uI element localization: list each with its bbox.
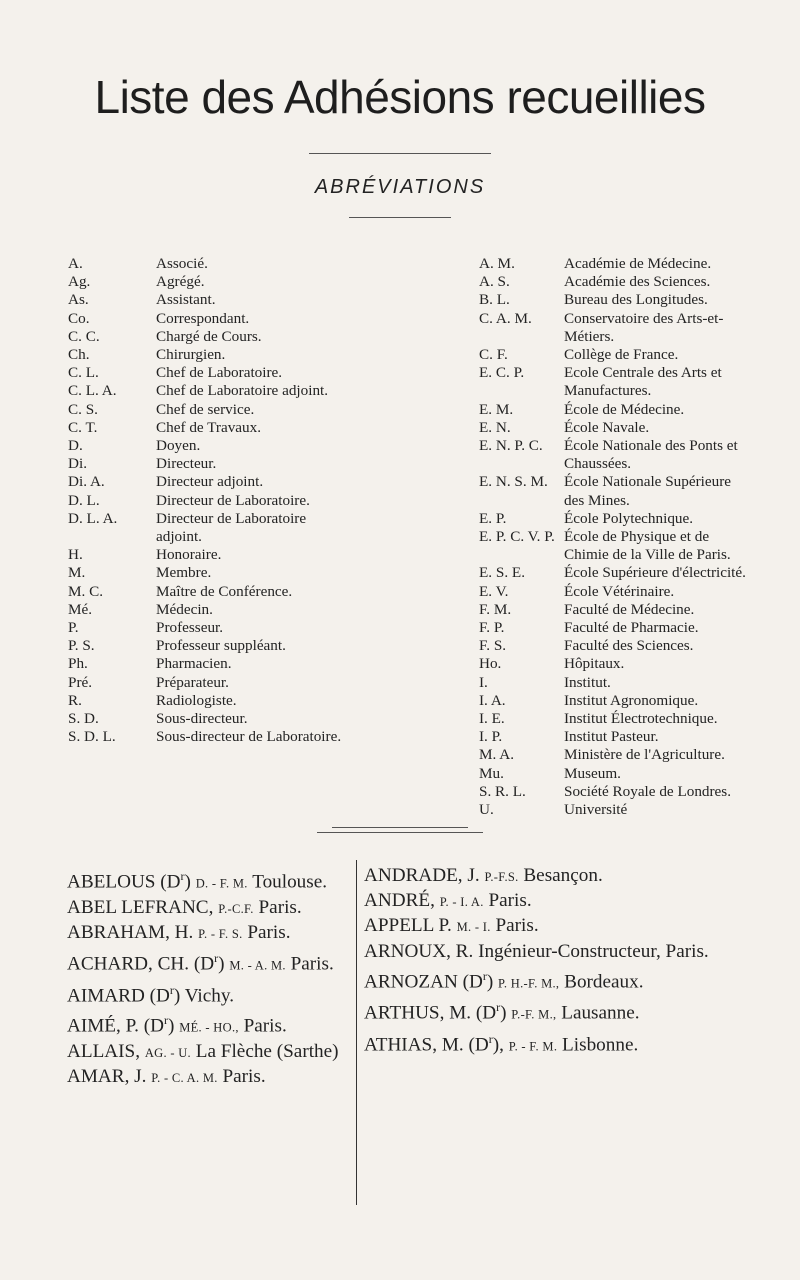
member-title-superscript: r xyxy=(169,982,174,997)
abbreviation-code: Ho. xyxy=(479,655,502,673)
abbreviation-meaning: Agrégé. xyxy=(156,273,205,291)
abbreviation-code: Ch. xyxy=(68,346,90,364)
member-titles: P. H.-F. M., xyxy=(498,976,560,991)
member-name: ABRAHAM, H. xyxy=(67,921,194,943)
abbreviation-meaning: Ministère de l'Agriculture. xyxy=(564,746,725,764)
abbreviation-code: C. S. xyxy=(68,400,98,418)
abbreviation-row xyxy=(68,492,348,510)
abbreviation-code: Pré. xyxy=(68,673,93,691)
member-title-superscript: r xyxy=(496,1000,501,1015)
abbreviation-meaning: École Vétérinaire. xyxy=(564,582,675,600)
abbreviation-meaning: Bureau des Longitudes. xyxy=(564,291,708,309)
abbreviation-code: I. A. xyxy=(479,691,506,709)
member-location: Paris. xyxy=(495,915,539,937)
abbreviation-row xyxy=(479,473,749,509)
member-name-close: ) xyxy=(184,871,191,893)
abbreviation-code: B. L. xyxy=(479,291,510,309)
abbreviation-meaning: Ecole Centrale des Arts et Manufactures. xyxy=(564,364,722,400)
abbreviations-heading: ABRÉVIATIONS xyxy=(314,176,486,198)
abbreviation-code: Di. A. xyxy=(68,473,105,491)
abbreviation-row xyxy=(479,401,749,419)
member-name: AIMÉ, P. (D xyxy=(67,1015,165,1037)
member-titles: P. - I. A. xyxy=(439,895,484,910)
member-titles: M. - I. xyxy=(456,920,491,935)
abbreviation-code: C. F. xyxy=(479,346,508,364)
member-titles: MÉ. - HO., xyxy=(179,1020,239,1035)
abbreviation-meaning: Faculté de Pharmacie. xyxy=(564,619,699,637)
abbreviation-code: E. N. S. M. xyxy=(479,473,548,491)
abbreviation-meaning: Faculté de Médecine. xyxy=(564,600,695,618)
abbreviation-row xyxy=(68,564,348,582)
abbreviation-code: Di. xyxy=(68,455,87,473)
abbreviation-meaning: Sous-directeur de Laboratoire. xyxy=(156,728,342,746)
abbreviations-institutions-list xyxy=(479,255,749,819)
member-titles: M. - A. M. xyxy=(229,958,286,973)
abbreviation-meaning: Professeur suppléant. xyxy=(156,637,286,655)
member-location: Toulouse. xyxy=(252,871,328,893)
abbreviation-meaning: Chef de Laboratoire. xyxy=(156,364,283,382)
member-entry xyxy=(364,1027,744,1059)
member-location: Paris. xyxy=(222,1065,266,1087)
member-name-close: ) xyxy=(173,984,181,1006)
abbreviation-row xyxy=(68,674,348,692)
abbreviation-code: I. xyxy=(479,673,488,691)
abbreviation-meaning: École de Physique et de Chimie de la Ville de Paris. xyxy=(564,528,731,564)
abbreviation-row xyxy=(68,692,348,710)
abbreviation-code: F. S. xyxy=(479,637,507,655)
abbreviation-code: D. L. A. xyxy=(68,509,118,527)
member-entry xyxy=(364,964,744,996)
abbreviations-titles-list xyxy=(68,255,348,746)
abbreviation-row xyxy=(479,291,749,309)
abbreviation-code: E. S. E. xyxy=(479,564,525,582)
abbreviation-meaning: Directeur de Laboratoire. xyxy=(156,491,310,509)
abbreviation-row xyxy=(479,564,749,582)
abbreviation-meaning: Préparateur. xyxy=(156,673,229,691)
abbreviation-row xyxy=(479,619,749,637)
abbreviation-row xyxy=(68,310,348,328)
member-entry xyxy=(67,864,349,896)
abbreviation-row xyxy=(479,674,749,692)
abbreviation-row xyxy=(479,419,749,437)
abbreviation-code: C. A. M. xyxy=(479,309,532,327)
abbreviation-meaning: Collège de France. xyxy=(564,346,679,364)
member-name: ARTHUS, M. (D xyxy=(364,1002,497,1024)
abbreviation-meaning: Membre. xyxy=(156,564,212,582)
abbreviation-code: Mu. xyxy=(479,764,504,782)
abbreviation-code: M. xyxy=(68,564,86,582)
abbreviation-code: F. P. xyxy=(479,619,505,637)
member-titles: P. - F. M. xyxy=(508,1039,558,1054)
abbreviation-row xyxy=(479,437,749,473)
abbreviation-code: R. xyxy=(68,691,82,709)
member-entry xyxy=(364,914,744,939)
abbreviation-code: E. P. C. V. P. xyxy=(479,528,555,546)
member-name-close: ) xyxy=(486,971,494,993)
member-location: La Flèche (Sarthe) xyxy=(195,1040,339,1062)
abbreviation-code: Ag. xyxy=(68,273,91,291)
abbreviation-meaning: École Navale. xyxy=(564,418,650,436)
abbreviation-code: I. E. xyxy=(479,710,505,728)
member-name: AMAR, J. xyxy=(67,1065,147,1087)
abbreviation-meaning: Université xyxy=(564,801,628,819)
abbreviation-row xyxy=(68,710,348,728)
abbreviation-meaning: Institut Agronomique. xyxy=(564,691,699,709)
abbreviation-meaning: Directeur de Laboratoire adjoint. xyxy=(156,509,307,546)
abbreviation-code: D. L. xyxy=(68,491,100,509)
member-location: Vichy. xyxy=(184,984,235,1006)
abbreviation-meaning: Professeur. xyxy=(156,619,224,637)
member-name: ACHARD, CH. (D xyxy=(67,953,215,975)
member-titles: AG. - U. xyxy=(144,1045,191,1060)
member-entry xyxy=(67,946,349,978)
member-location: Besançon. xyxy=(523,865,603,886)
abbreviation-meaning: École de Médecine. xyxy=(564,400,685,418)
abbreviation-meaning: École Supérieure d'électricité. xyxy=(564,564,746,582)
member-location: Ingénieur-Constructeur, Paris. xyxy=(478,940,709,962)
member-entry xyxy=(364,889,744,914)
abbreviation-code: Mé. xyxy=(68,600,93,618)
member-entry xyxy=(67,1040,349,1065)
abbreviation-meaning: Académie des Sciences. xyxy=(564,273,711,291)
abbreviation-code: I. P. xyxy=(479,728,503,746)
abbreviation-meaning: Radiologiste. xyxy=(156,691,237,709)
abbreviation-meaning: Conservatoire des Arts-et-Métiers. xyxy=(564,309,724,345)
member-location: Lausanne. xyxy=(561,1002,640,1024)
abbreviation-code: P. xyxy=(68,619,79,637)
abbreviation-code: C. L. A. xyxy=(68,382,117,400)
abbreviation-code: Co. xyxy=(68,309,90,327)
abbreviation-meaning: Institut Électrotechnique. xyxy=(564,710,718,728)
abbreviation-meaning: Chirurgien. xyxy=(156,346,226,364)
member-title-superscript: r xyxy=(214,951,219,965)
abbreviation-meaning: Museum. xyxy=(564,764,621,782)
abbreviation-meaning: Assistant. xyxy=(156,291,216,309)
abbreviation-code: C. C. xyxy=(68,327,100,345)
abbreviation-meaning: École Nationale Supérieure des Mines. xyxy=(564,473,731,509)
member-location: Paris. xyxy=(258,896,302,918)
abbreviation-meaning: Société Royale de Londres. xyxy=(564,782,732,800)
abbreviation-code: U. xyxy=(479,801,494,819)
abbreviation-row xyxy=(68,382,348,400)
member-entry xyxy=(67,1008,349,1040)
abbreviation-row xyxy=(479,346,749,364)
abbreviation-row xyxy=(68,546,348,564)
abbreviation-code: A. xyxy=(68,255,83,272)
abbreviation-code: E. N. P. C. xyxy=(479,437,543,455)
member-titles: P. - C. A. M. xyxy=(151,1070,218,1085)
member-entry xyxy=(67,978,349,1009)
abbreviation-code: A. M. xyxy=(479,255,515,272)
abbreviation-code: C. T. xyxy=(68,418,98,436)
abbreviation-row xyxy=(68,328,348,346)
abbreviation-meaning: Chef de service. xyxy=(156,400,255,418)
abbreviation-row xyxy=(479,783,749,801)
column-divider xyxy=(356,860,357,1205)
abbreviation-row xyxy=(68,637,348,655)
section-rule-bottom xyxy=(317,832,483,833)
member-name-close: ) xyxy=(500,1002,507,1024)
member-title-superscript: r xyxy=(164,1013,169,1028)
abbreviation-row xyxy=(479,637,749,655)
member-titles: P.-F. M., xyxy=(511,1007,557,1022)
abbreviation-code: D. xyxy=(68,437,83,455)
section-rule-top xyxy=(332,827,468,828)
abbreviation-code: S. R. L. xyxy=(479,782,526,800)
abbreviation-row xyxy=(479,728,749,746)
member-name: ANDRÉ, xyxy=(364,890,435,912)
abbreviation-code: E. C. P. xyxy=(479,364,525,382)
abbreviation-code: M. C. xyxy=(68,582,104,600)
member-title-superscript: r xyxy=(180,869,185,883)
abbreviation-row xyxy=(68,619,348,637)
member-name: ARNOZAN (D xyxy=(364,971,483,993)
abbreviation-row xyxy=(479,310,749,346)
abbreviation-row xyxy=(68,419,348,437)
abbreviation-code: As. xyxy=(68,291,89,309)
abbreviation-row xyxy=(68,583,348,601)
abbreviation-row xyxy=(68,655,348,673)
abbreviation-row xyxy=(68,346,348,364)
abbreviation-code: F. M. xyxy=(479,600,512,618)
abbreviation-meaning: Doyen. xyxy=(156,437,201,455)
member-name: ATHIAS, M. (D xyxy=(364,1034,489,1056)
abbreviation-meaning: Faculté des Sciences. xyxy=(564,637,694,655)
abbreviation-row xyxy=(479,528,749,564)
abbreviation-row xyxy=(479,510,749,528)
abbreviation-code: E. N. xyxy=(479,418,511,436)
abbreviation-code: P. S. xyxy=(68,637,95,655)
abbreviation-row xyxy=(68,601,348,619)
member-location: Paris. xyxy=(247,921,291,943)
abbreviation-meaning: Honoraire. xyxy=(156,546,222,564)
member-titles: P.-C.F. xyxy=(218,901,254,916)
member-entry xyxy=(364,940,744,964)
member-name: ALLAIS, xyxy=(67,1040,141,1062)
abbreviation-row xyxy=(479,655,749,673)
member-entry xyxy=(67,1065,349,1090)
members-column-right xyxy=(364,864,744,1059)
member-titles: P.-F.S. xyxy=(484,870,519,884)
abbreviation-row xyxy=(479,765,749,783)
abbreviation-row xyxy=(479,364,749,400)
member-title-superscript: r xyxy=(482,968,487,983)
member-name-close: ) xyxy=(218,953,225,975)
abbreviation-code: E. M. xyxy=(479,400,514,418)
member-name: ARNOUX, R. xyxy=(364,940,474,962)
abbreviation-meaning: Directeur adjoint. xyxy=(156,473,264,491)
abbreviation-meaning: Institut. xyxy=(564,673,611,691)
member-location: Paris. xyxy=(243,1015,287,1037)
abbreviation-meaning: École Polytechnique. xyxy=(564,509,694,527)
member-name-close: ) xyxy=(168,1015,175,1037)
abbreviation-row xyxy=(479,255,749,273)
abbreviation-meaning: Chargé de Cours. xyxy=(156,327,262,345)
abbreviation-code: E. V. xyxy=(479,582,509,600)
abbreviation-meaning: Sous-directeur. xyxy=(156,710,248,728)
abbreviation-row xyxy=(68,728,348,746)
abbreviation-meaning: Chef de Travaux. xyxy=(156,418,262,436)
abbreviation-meaning: Institut Pasteur. xyxy=(564,728,659,746)
member-location: Paris. xyxy=(488,890,532,912)
abbreviations-heading-rule xyxy=(349,217,451,218)
abbreviation-row xyxy=(68,437,348,455)
abbreviation-row xyxy=(479,710,749,728)
member-name: ABELOUS (D xyxy=(67,871,181,893)
abbreviation-meaning: Pharmacien. xyxy=(156,655,232,673)
member-entry xyxy=(364,864,744,889)
abbreviation-row xyxy=(479,801,749,819)
abbreviation-code: E. P. xyxy=(479,509,507,527)
abbreviation-row xyxy=(68,401,348,419)
abbreviation-meaning: Académie de Médecine. xyxy=(564,255,712,272)
abbreviation-meaning: Correspondant. xyxy=(156,309,250,327)
member-titles: P. - F. S. xyxy=(198,926,243,941)
abbreviation-meaning: Hôpitaux. xyxy=(564,655,625,673)
member-title-superscript: r xyxy=(488,1032,493,1046)
member-name: ANDRADE, J. xyxy=(364,865,480,886)
member-entry xyxy=(67,921,349,946)
member-location: Lisbonne. xyxy=(562,1034,639,1056)
members-column-left xyxy=(67,864,349,1090)
abbreviation-code: A. S. xyxy=(479,273,510,291)
page-title: Liste des Adhésions recueillies xyxy=(94,71,706,123)
abbreviation-code: C. L. xyxy=(68,364,99,382)
member-name: ABEL LEFRANC, xyxy=(67,896,214,918)
abbreviation-meaning: Directeur. xyxy=(156,455,217,473)
abbreviation-row xyxy=(68,455,348,473)
abbreviation-code: S. D. xyxy=(68,710,99,728)
abbreviation-meaning: École Nationale des Ponts et Chaussées. xyxy=(564,437,738,473)
abbreviation-row xyxy=(68,255,348,273)
abbreviation-meaning: Chef de Laboratoire adjoint. xyxy=(156,382,329,400)
abbreviation-meaning: Associé. xyxy=(156,255,208,272)
abbreviation-row xyxy=(479,746,749,764)
member-titles: D. - F. M. xyxy=(195,876,248,891)
abbreviation-code: Ph. xyxy=(68,655,88,673)
abbreviation-code: H. xyxy=(68,546,83,564)
abbreviation-row xyxy=(68,273,348,291)
member-entry xyxy=(67,896,349,921)
abbreviation-row xyxy=(68,364,348,382)
member-name-close: ), xyxy=(492,1034,504,1056)
abbreviation-row xyxy=(479,273,749,291)
member-name: APPELL P. xyxy=(364,915,452,937)
abbreviation-row xyxy=(479,583,749,601)
abbreviation-meaning: Médecin. xyxy=(156,600,213,618)
abbreviation-row xyxy=(68,291,348,309)
title-rule xyxy=(309,153,491,154)
abbreviation-row xyxy=(68,510,348,546)
abbreviation-row xyxy=(479,601,749,619)
member-entry xyxy=(364,995,744,1027)
member-name: AIMARD (D xyxy=(67,984,170,1006)
abbreviation-row xyxy=(68,473,348,491)
member-location: Paris. xyxy=(290,953,334,975)
abbreviation-row xyxy=(479,692,749,710)
abbreviation-code: S. D. L. xyxy=(68,728,116,746)
member-location: Bordeaux. xyxy=(564,971,644,993)
abbreviation-code: M. A. xyxy=(479,746,515,764)
abbreviation-meaning: Maître de Conférence. xyxy=(156,582,293,600)
